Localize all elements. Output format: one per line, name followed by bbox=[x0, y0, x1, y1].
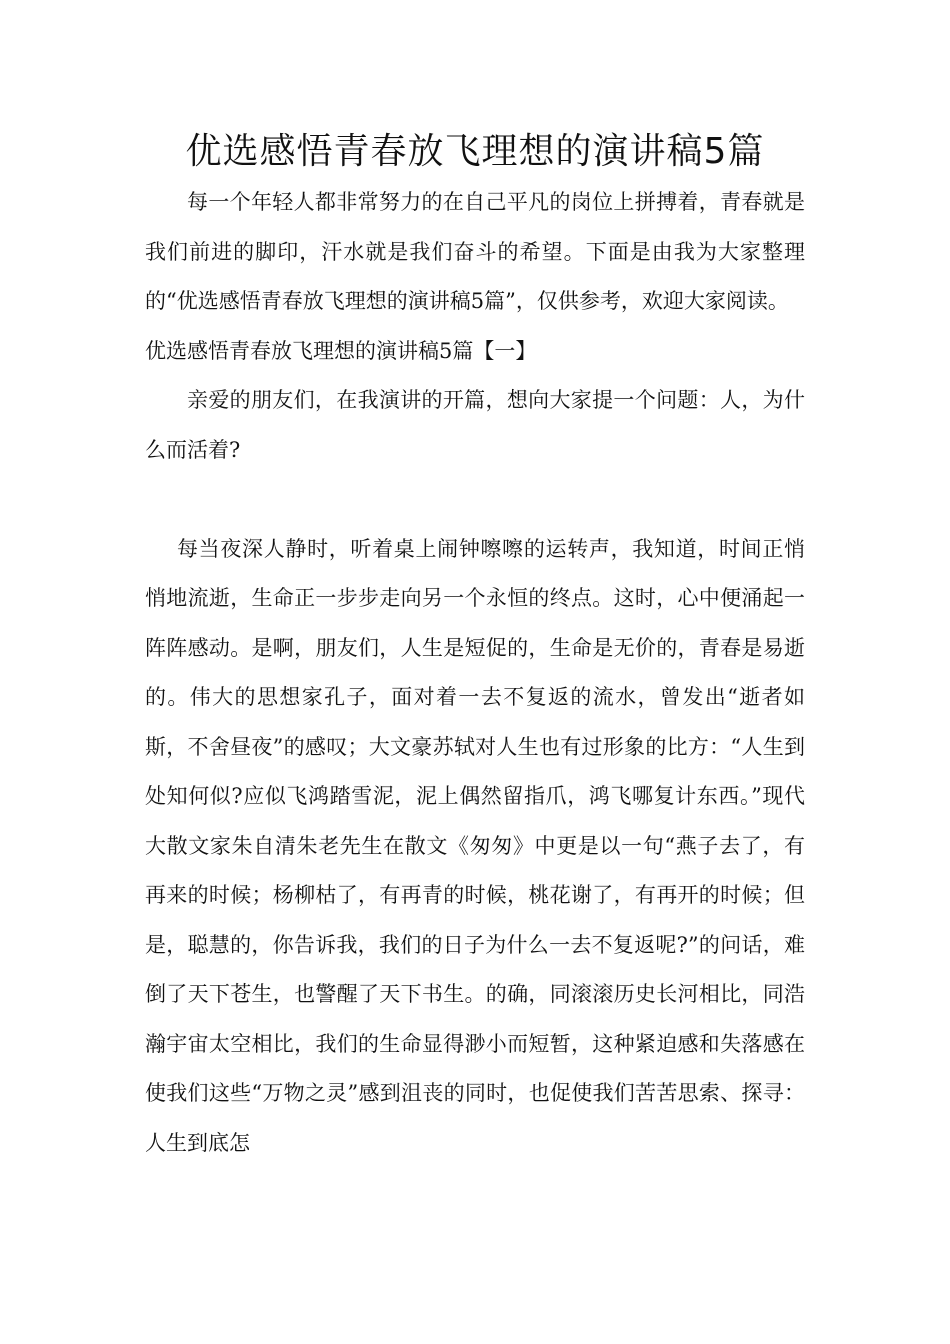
section-heading: 优选感悟青春放飞理想的演讲稿5篇【一】 bbox=[145, 338, 537, 363]
document-title: 优选感悟青春放飞理想的演讲稿5篇 bbox=[185, 131, 765, 172]
intro-paragraph: 每一个年轻人都非常努力的在自己平凡的岗位上拼搏着，青春就是我们前进的脚印，汗水就是我们奋斗的希望。下面是由我为大家整理的“优选感悟青春放飞理想的演讲稿5篇”，仅供参考，欢迎大家阅读。 bbox=[145, 190, 805, 313]
paragraph-spacer bbox=[145, 475, 805, 525]
body-paragraph-2: 每当夜深人静时，听着桌上闹钟嚓嚓的运转声，我知道，时间正悄悄地流逝，生命正一步步走向另一个永恒的终点。这时，心中便涌起一阵阵感动。是啊，朋友们，人生是短促的，生命是无价的，青春是易逝的。伟大的思想家孔子，面对着一去不复返的流水，曾发出“逝者如斯，不舍昼夜”的感叹；大文豪苏轼对人生也有过形象的比方：“人生到处知何似?应似飞鸿踏雪泥，泥上偶然留指爪，鸿飞哪复计东西。”现代大散文家朱自清朱老先生在散文《匆匆》中更是以一句“燕子去了，有再来的时候；杨柳枯了，有再青的时候，桃花谢了，有再开的时候；但是，聪慧的，你告诉我，我们的日子为什么一去不复返呢?”的问话，难倒了天下苍生，也警醒了天下书生。的确，同滚滚历史长河相比，同浩瀚宇宙太空相比，我们的生命显得渺小而短暂，这种紧迫感和失落感在使我们这些“万物之灵”感到沮丧的同时，也促使我们苦苦思索、探寻：人生到底怎 bbox=[145, 536, 805, 1155]
body-paragraph-1: 亲爱的朋友们，在我演讲的开篇，想向大家提一个问题：人，为什么而活着? bbox=[145, 388, 805, 462]
document-body bbox=[145, 178, 805, 1168]
